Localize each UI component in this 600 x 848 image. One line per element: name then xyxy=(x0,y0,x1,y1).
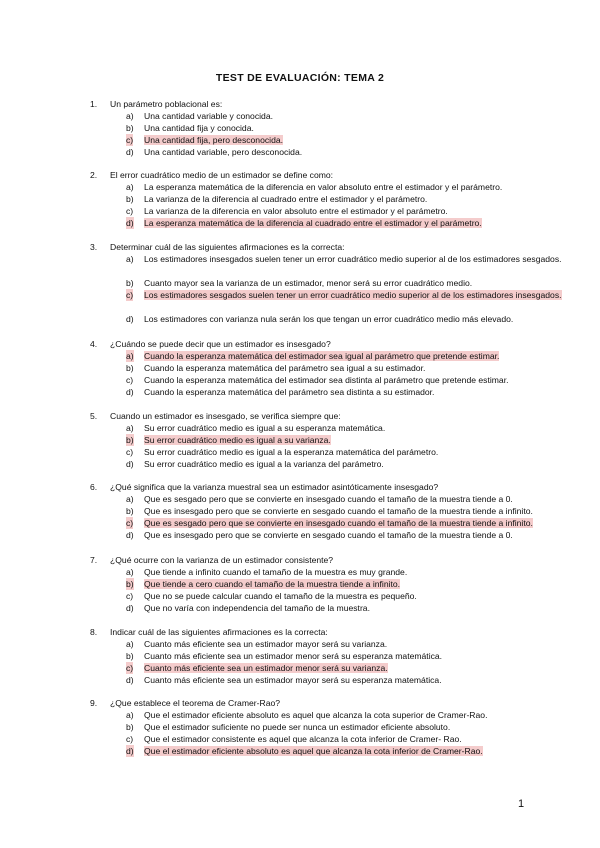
option-text: Su error cuadrático medio es igual a la varianza del parámetro. xyxy=(144,459,384,469)
option-label: a) xyxy=(126,254,134,264)
option-label: c) xyxy=(126,518,134,528)
correct-answer-highlight: Una cantidad fija, pero desconocida. xyxy=(144,135,284,145)
question-number: 8. xyxy=(90,627,98,637)
question-text: El error cuadrático medio de un estimador se define como: xyxy=(110,170,334,180)
option-label: d) xyxy=(126,675,134,685)
correct-answer-highlight: Que es sesgado pero que se convierte en insesgado cuando el tamaño de la muestra tiende a infinito. xyxy=(144,518,533,528)
option-label: d) xyxy=(126,746,134,756)
option-text: Cuanto más eficiente sea un estimador menor será su esperanza matemática. xyxy=(144,651,443,661)
option-text: Cuanto mayor sea la varianza de un estimador, menor será su error cuadrático medio. xyxy=(144,278,473,288)
option-label: a) xyxy=(126,710,134,720)
option-text: Su error cuadrático medio es igual a la esperanza matemática del parámetro. xyxy=(144,447,439,457)
option-label: a) xyxy=(126,351,134,361)
page-number: 1 xyxy=(518,798,525,810)
option-text xyxy=(144,662,572,674)
option-label: b) xyxy=(126,278,134,288)
question-text: ¿Qué significa que la varianza muestral sea un estimador asintóticamente insesgado? xyxy=(110,482,439,492)
correct-answer-highlight: La esperanza matemática de la diferencia al cuadrado entre el estimador y el parámetro. xyxy=(144,218,482,228)
question-number: 9. xyxy=(90,698,98,708)
option-label: d) xyxy=(126,603,134,613)
option-label: c) xyxy=(126,206,134,216)
question-text: Cuando un estimador es insesgado, se verifica siempre que: xyxy=(110,411,341,421)
question-number: 2. xyxy=(90,170,98,180)
option-label: d) xyxy=(126,459,134,469)
option-text: Que es insesgado pero que se convierte en sesgado cuando el tamaño de la muestra tiende a infinito. xyxy=(144,506,533,516)
option-text: Cuanto más eficiente sea un estimador mayor será su varianza. xyxy=(144,639,388,649)
option-text: Que el estimador eficiente absoluto es aquel que alcanza la cota superior de Cramer-Rao. xyxy=(144,710,488,720)
correct-answer-highlight: Los estimadores sesgados suelen tener un error cuadrático medio superior al de los estimadores insesgados. xyxy=(144,290,562,300)
option-text: Que el estimador suficiente no puede ser nunca un estimador eficiente absoluto. xyxy=(144,722,451,732)
option-text: Cuanto más eficiente sea un estimador mayor será su esperanza matemática. xyxy=(144,675,442,685)
option-label: a) xyxy=(126,494,134,504)
question-number: 3. xyxy=(90,242,98,252)
option-label: d) xyxy=(126,218,134,228)
option-label: b) xyxy=(126,722,134,732)
option-label: c) xyxy=(126,591,134,601)
option-label: b) xyxy=(126,435,134,445)
option-text: Una cantidad variable, pero desconocida. xyxy=(144,147,303,157)
option-text: Los estimadores con varianza nula serán los que tengan un error cuadrático medio más elevado. xyxy=(144,314,514,324)
correct-answer-highlight: Que tiende a cero cuando el tamaño de la muestra tiende a infinito. xyxy=(144,579,401,589)
option-label: a) xyxy=(126,639,134,649)
option-label: b) xyxy=(126,194,134,204)
question-number: 6. xyxy=(90,482,98,492)
option-label: c) xyxy=(126,663,134,673)
question-text: Determinar cuál de las siguientes afirmaciones es la correcta: xyxy=(110,242,345,252)
correct-answer-highlight: Cuanto más eficiente sea un estimador menor será su varianza. xyxy=(144,663,388,673)
option-label: b) xyxy=(126,579,134,589)
option-text: Cuando la esperanza matemática del parámetro sea igual a su estimador. xyxy=(144,363,426,373)
option-label: b) xyxy=(126,651,134,661)
question-text: ¿Cuándo se puede decir que un estimador es insesgado? xyxy=(110,339,331,349)
option-label: c) xyxy=(126,734,134,744)
question-text: Indicar cuál de las siguientes afirmaciones es la correcta: xyxy=(110,627,328,637)
option-text xyxy=(144,517,572,529)
page-title: TEST DE EVALUACIÓN: TEMA 2 xyxy=(215,72,385,84)
option-text: Los estimadores insesgados suelen tener un error cuadrático medio superior al de los estimadores sesgados. xyxy=(144,254,562,264)
option-text: Cuando la esperanza matemática del estimador sea distinta al parámetro que pretende estimar. xyxy=(144,375,509,385)
option-label: d) xyxy=(126,147,134,157)
option-label: b) xyxy=(126,123,134,133)
option-label: a) xyxy=(126,423,134,433)
option-text: Que no varía con independencia del tamaño de la muestra. xyxy=(144,603,370,613)
option-label: a) xyxy=(126,567,134,577)
option-text: Que es insesgado pero que se convierte en sesgado cuando el tamaño de la muestra tiende a 0. xyxy=(144,530,513,540)
option-text xyxy=(144,289,572,301)
option-text xyxy=(144,745,572,757)
option-label: d) xyxy=(126,314,134,324)
question-text: Un parámetro poblacional es: xyxy=(110,99,223,109)
question-number: 1. xyxy=(90,99,98,109)
option-label: c) xyxy=(126,290,134,300)
option-text: La esperanza matemática de la diferencia en valor absoluto entre el estimador y el parámetro. xyxy=(144,182,503,192)
correct-answer-highlight: Que el estimador eficiente absoluto es aquel que alcanza la cota inferior de Cramer-Rao. xyxy=(144,746,483,756)
option-label: d) xyxy=(126,387,134,397)
option-label: c) xyxy=(126,135,134,145)
option-label: b) xyxy=(126,506,134,516)
option-label: a) xyxy=(126,111,134,121)
option-text xyxy=(144,134,572,146)
option-text: Que tiende a infinito cuando el tamaño de la muestra es muy grande. xyxy=(144,567,408,577)
option-text: Que no se puede calcular cuando el tamaño de la muestra es pequeño. xyxy=(144,591,417,601)
option-text xyxy=(144,578,572,590)
option-text xyxy=(144,350,572,362)
option-label: c) xyxy=(126,447,134,457)
option-label: d) xyxy=(126,530,134,540)
option-text xyxy=(144,217,572,229)
option-text xyxy=(144,434,572,446)
option-text: Su error cuadrático medio es igual a su esperanza matemática. xyxy=(144,423,386,433)
option-text: La varianza de la diferencia al cuadrado entre el estimador y el parámetro. xyxy=(144,194,428,204)
option-text: La varianza de la diferencia en valor absoluto entre el estimador y el parámetro. xyxy=(144,206,448,216)
option-label: a) xyxy=(126,182,134,192)
option-label: b) xyxy=(126,363,134,373)
correct-answer-highlight: Su error cuadrático medio es igual a su varianza. xyxy=(144,435,331,445)
option-text: Que es sesgado pero que se convierte en insesgado cuando el tamaño de la muestra tiende a 0. xyxy=(144,494,513,504)
option-label: c) xyxy=(126,375,134,385)
option-text: Una cantidad variable y conocida. xyxy=(144,111,273,121)
question-number: 5. xyxy=(90,411,98,421)
question-number: 7. xyxy=(90,555,98,565)
question-text: ¿Qué ocurre con la varianza de un estimador consistente? xyxy=(110,555,334,565)
question-number: 4. xyxy=(90,339,98,349)
question-text: ¿Que establece el teorema de Cramer-Rao? xyxy=(110,698,281,708)
option-text: Que el estimador consistente es aquel que alcanza la cota inferior de Cramer- Rao. xyxy=(144,734,462,744)
correct-answer-highlight: Cuando la esperanza matemática del estimador sea igual al parámetro que pretende estimar. xyxy=(144,351,500,361)
option-text: Una cantidad fija y conocida. xyxy=(144,123,254,133)
option-text: Cuando la esperanza matemática del parámetro sea distinta a su estimador. xyxy=(144,387,435,397)
